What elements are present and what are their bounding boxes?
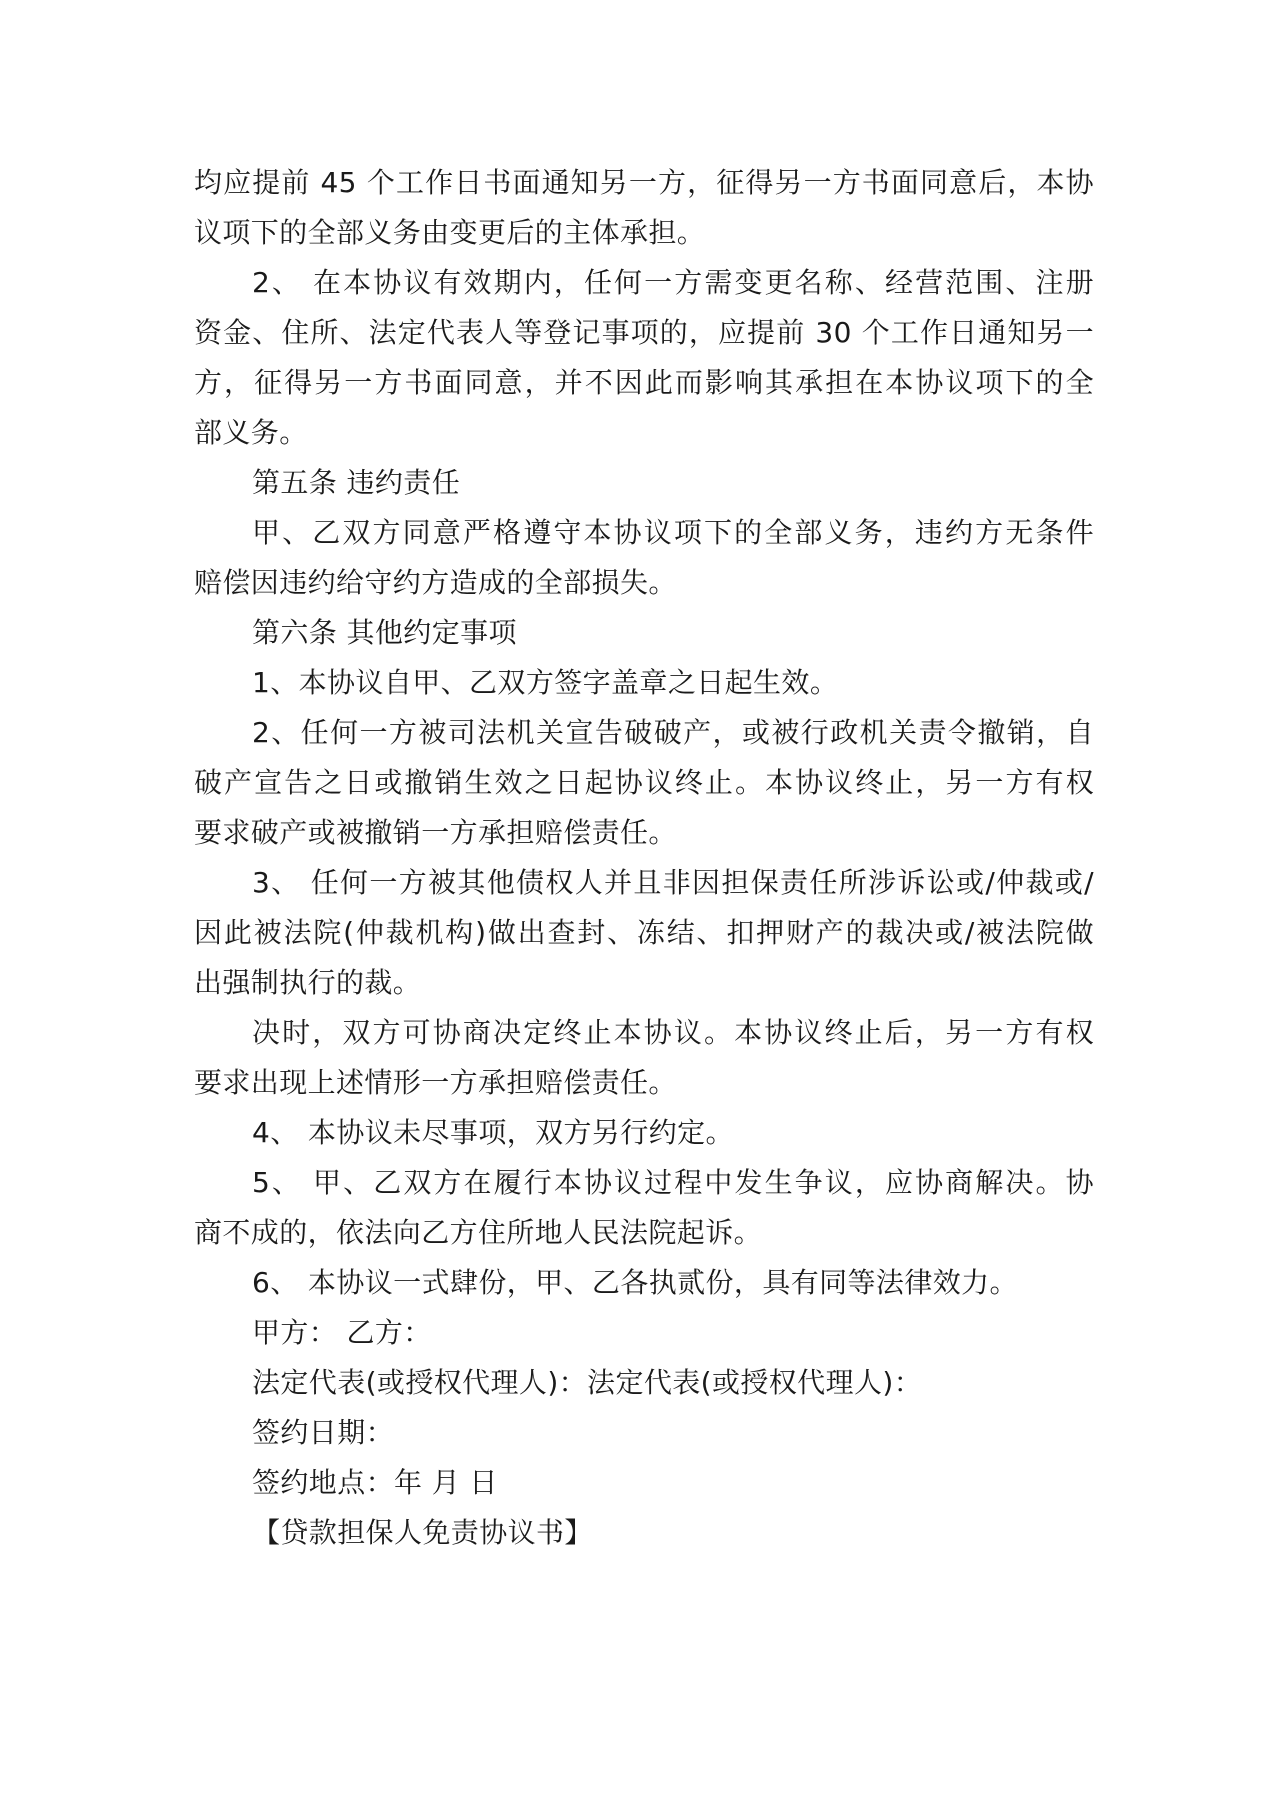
text-line: 出强制执行的裁。 <box>194 966 422 999</box>
text-line: 赔偿因违约给守约方造成的全部损失。 <box>194 566 677 599</box>
signature-party-labels: 甲方： 乙方： <box>252 1316 432 1349</box>
text-line: 要求破产或被撤销一方承担赔偿责任。 <box>194 816 677 849</box>
text-line: 6、 本协议一式肆份，甲、乙各执贰份，具有同等法律效力。 <box>252 1266 1018 1299</box>
section-heading: 第五条 违约责任 <box>252 466 461 499</box>
text-line: 2、 在本协议有效期内，任何一方需变更名称、经营范围、注册 <box>252 266 1094 299</box>
document-page <box>194 158 1094 1558</box>
text-line: 方，征得另一方书面同意，并不因此而影响其承担在本协议项下的全 <box>194 366 1094 399</box>
text-line: 商不成的，依法向乙方住所地人民法院起诉。 <box>194 1216 763 1249</box>
section-heading: 第六条 其他约定事项 <box>252 616 517 649</box>
text-line: 破产宣告之日或撤销生效之日起协议终止。本协议终止，另一方有权 <box>194 766 1094 799</box>
text-line: 议项下的全部义务由变更后的主体承担。 <box>194 216 706 249</box>
signing-date-label: 签约日期： <box>252 1416 395 1449</box>
text-line: 部义务。 <box>194 416 308 449</box>
text-line: 均应提前 45 个工作日书面通知另一方，征得另一方书面同意后，本协 <box>194 166 1094 199</box>
text-line: 2、任何一方被司法机关宣告破破产，或被行政机关责令撤销，自 <box>252 716 1094 749</box>
document-title: 【贷款担保人免责协议书】 <box>252 1516 593 1549</box>
text-line: 资金、住所、法定代表人等登记事项的，应提前 30 个工作日通知另一 <box>194 316 1094 349</box>
signing-location-label: 签约地点：年 月 日 <box>252 1466 498 1499</box>
text-line: 3、 任何一方被其他债权人并且非因担保责任所涉诉讼或/仲裁或/ <box>252 866 1094 899</box>
text-line: 4、 本协议未尽事项，双方另行约定。 <box>252 1116 734 1149</box>
text-line: 5、 甲、乙双方在履行本协议过程中发生争议，应协商解决。协 <box>252 1166 1094 1199</box>
text-line: 甲、乙双方同意严格遵守本协议项下的全部义务，违约方无条件 <box>252 516 1094 549</box>
text-line: 1、本协议自甲、乙双方签字盖章之日起生效。 <box>252 666 839 699</box>
text-line: 因此被法院(仲裁机构)做出查封、冻结、扣押财产的裁决或/被法院做 <box>194 916 1094 949</box>
signature-representative-labels: 法定代表(或授权代理人)：法定代表(或授权代理人)： <box>252 1366 923 1399</box>
text-line: 决时，双方可协商决定终止本协议。本协议终止后，另一方有权 <box>252 1016 1094 1049</box>
text-line: 要求出现上述情形一方承担赔偿责任。 <box>194 1066 677 1099</box>
